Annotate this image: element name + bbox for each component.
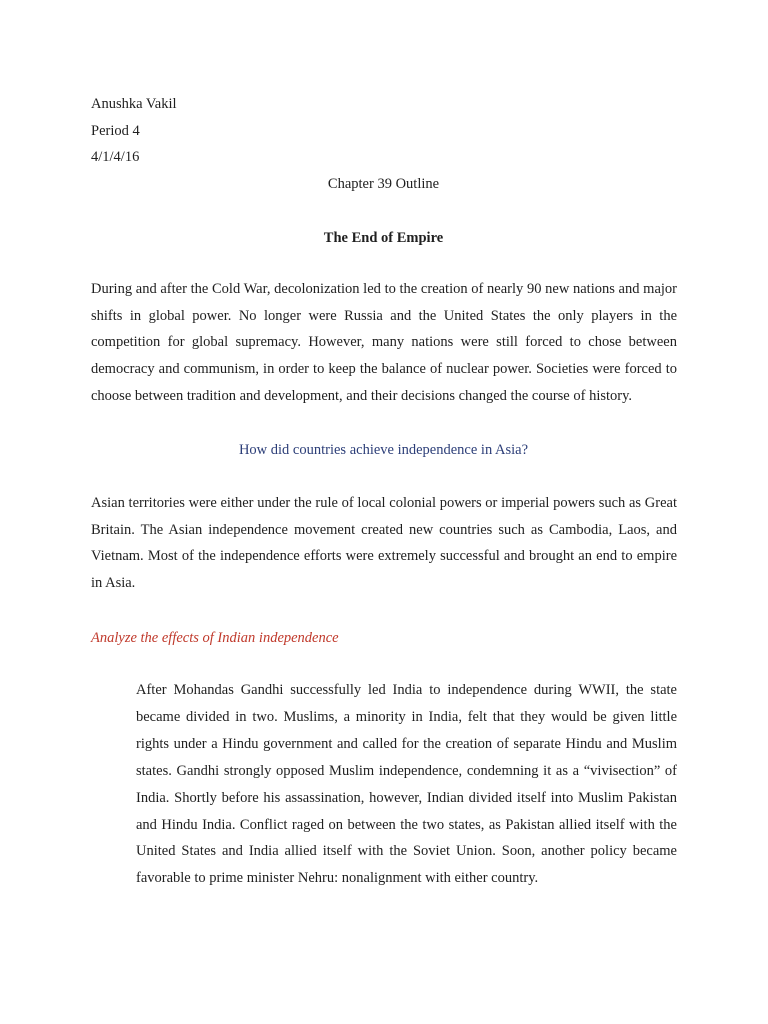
asia-answer-paragraph: Asian territories were either under the rule of local colonial powers or imperial powers such as Great Britain. The Asian independence movement created new countries such as Cambodia, Laos, and Vietnam. Most of the independence efforts were extremely successful and brought an end to empire in Asia. [91, 495, 677, 592]
student-name: Anushka Vakil [91, 96, 177, 112]
india-answer-paragraph: After Mohandas Gandhi successfully led India to independence during WWII, the state became divided in two. Muslims, a minority in India, felt that they would be given little rights under a Hindu government and called for the creation of separate Hindu and Muslim states. Gandhi strongly opposed Muslim independence, condemning it as a “vivisection” of India. Shortly before his assassination, however, Indian divided itself into Muslim Pakistan and Hindu India. Conflict raged on between the two states, as Pakistan allied itself with the United States and India allied itself with the Soviet Union. Soon, another policy became favorable to prime minister Nehru: nonalignment with either country. [136, 682, 677, 887]
section-heading: Analyze the effects of Indian independence [91, 630, 339, 646]
class-period: Period 4 [91, 123, 140, 139]
intro-paragraph: During and after the Cold War, decolonization led to the creation of nearly 90 new nations and major shifts in global power. No longer were Russia and the United States the only players in the competition for global supremacy. However, many nations were still forced to chose between democracy and communism, in order to keep the balance of nuclear power. Societies were forced to choose between tradition and development, and their decisions changed the course of history. [91, 281, 677, 404]
section-question: How did countries achieve independence in Asia? [238, 442, 529, 458]
assignment-date: 4/1/4/16 [91, 149, 140, 165]
page-title: The End of Empire [323, 230, 444, 246]
outline-title: Chapter 39 Outline [327, 176, 440, 192]
